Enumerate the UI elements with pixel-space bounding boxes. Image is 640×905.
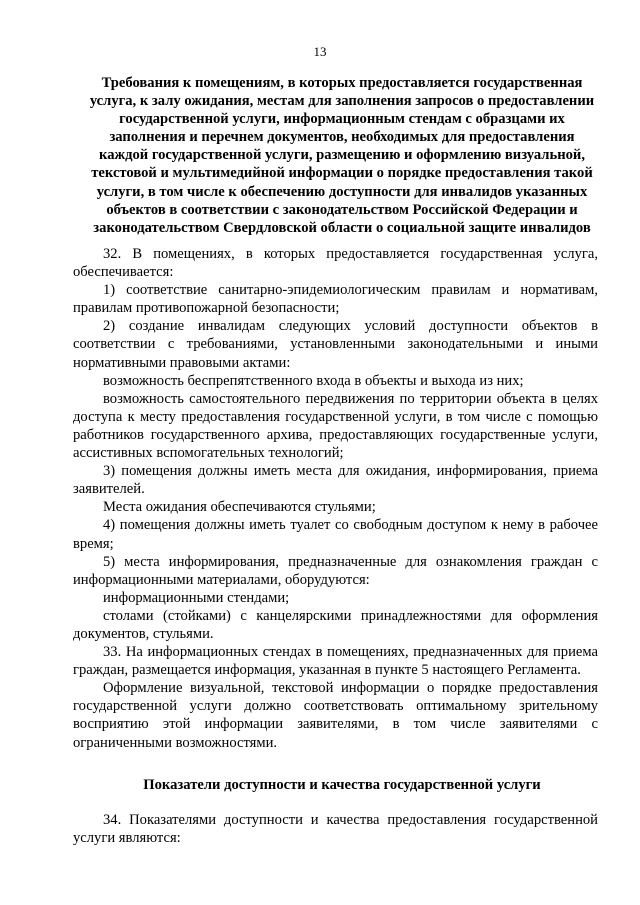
- subsection-body: [73, 811, 598, 847]
- paragraph-item-3: 3) помещения должны иметь места для ожидания, информирования, приема заявителей.: [73, 463, 598, 498]
- paragraph-info-stands: информационными стендами;: [103, 589, 290, 606]
- section-body: [73, 245, 598, 752]
- paragraph-item-4: 4) помещения должны иметь туалет со свободным доступом к нему в рабочее время;: [73, 517, 598, 552]
- paragraph-32: 32. В помещениях, в которых предоставляется государственная услуга, обеспечивается:: [73, 246, 598, 281]
- page-number: 13: [313, 44, 327, 59]
- paragraph-independent-movement: возможность самостоятельного передвижения по территории объекта в целях доступа к месту предоставления государственной услуги, в том числе с помощью работников государственного архива, предоставляющих государственные услуги, ассистивных вспомогательных технологий;: [73, 390, 598, 462]
- paragraph-item-1: 1) соответствие санитарно-эпидемиологическим правилам и нормативам, правилам противопожарной безопасности;: [73, 282, 598, 317]
- paragraph-33: 33. На информационных стендах в помещениях, предназначенных для приема граждан, размещается информация, указанная в пункте 5 настоящего Регламента.: [73, 644, 598, 679]
- paragraph-item-2: 2) создание инвалидам следующих условий доступности объектов в соответствии с требованиями, установленными законодательными и иными нормативными правовыми актами:: [73, 318, 598, 371]
- paragraph-visual-info: Оформление визуальной, текстовой информации о порядке предоставления государственной услуги должно соответствовать оптимальному зрительному восприятию этой информации заявителями, в том числе заявителями с ограниченными возможностями.: [73, 680, 598, 751]
- subsection-heading: Показатели доступности и качества государственной услуги: [143, 777, 541, 793]
- paragraph-waiting-chairs: Места ожидания обеспечиваются стульями;: [103, 499, 376, 516]
- paragraph-item-5: 5) места информирования, предназначенные для ознакомления граждан с информационными материалами, оборудуются:: [73, 553, 598, 588]
- paragraph-barrier-free-entry: возможность беспрепятственного входа в объекты и выхода из них;: [103, 372, 524, 389]
- paragraph-tables-stands: столами (стойками) с канцелярскими принадлежностями для оформления документов, стульями.: [73, 607, 598, 642]
- paragraph-34: 34. Показателями доступности и качества предоставления государственной услуги являются:: [73, 812, 598, 847]
- section-heading: Требования к помещениям, в которых предоставляется государственная услуга, к залу ожидания, местам для заполнения запросов о предоставлении государственной услуги, информационным стендам с образцами их заполнения и перечнем документов, необходимых для предоставления каждой государственной услуги, размещению и оформлению визуальной, текстовой и мультимедийной информации о порядке предоставления такой услуги, в том числе к обеспечению доступности для инвалидов указанных объектов в соответствии с законодательством Российской Федерации и законодательством Свердловской области о социальной защите инвалидов: [89, 75, 595, 236]
